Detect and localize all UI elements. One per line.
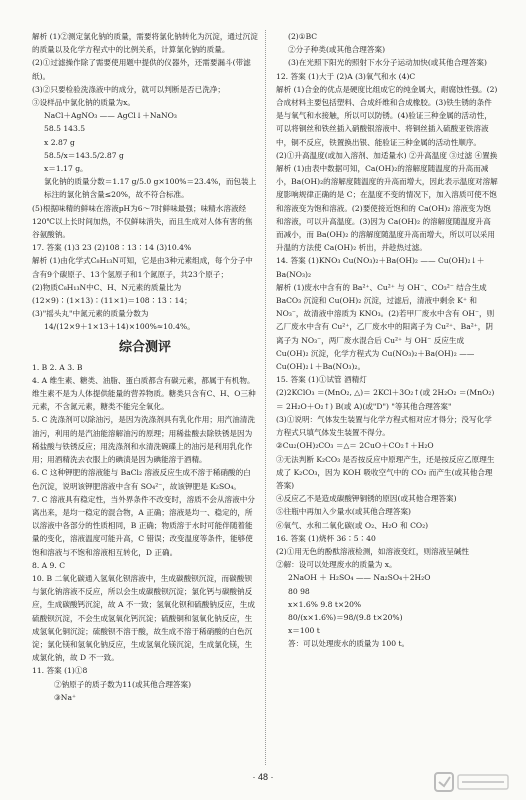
q11-part-2: ②钠原子的质子数为11(或其他合理答案) [54,679,192,689]
q16-part-2-2: ②解：设可以处理废水的质量为 x。 [276,560,397,570]
left-column [32,30,258,704]
q16b-ratio-2: x 2.87 g [44,137,75,147]
q16b-proportion: 58.5/x＝143.5/2.87 g [44,150,124,160]
q12-answer: 12. 答案 (1)大于 (2)A (3)氧气和水 (4)C [276,71,416,81]
q13-analysis: 解析 (1)由表中数据可知，Ca(OH)₂的溶解度随温度的升高而减小，Ba(OH)₂的溶解度随温度的升高而增大，因此表示温度对溶解度影响规律正确的是 C；在温度不变的情况下，加入溶质可使不饱和溶液变为饱和溶液。(2)要使接近饱和的 Ca(OH)₂ 溶液变为饱和溶液，可以升高温度。(3)因为 Ca(OH)₂ 的溶解度随温度升高而减小，而 Ba(OH)₂ 的溶解度随温度升高而增大，所以可以采用升温的方法使 Ca(OH)₂ 析出，并趁热过滤。 [276,164,498,253]
right-column [276,30,498,651]
q16b-line-2: (2)①过滤操作除了需要使用题中提供的仪器外，还需要漏斗(带滤纸)。 [32,58,251,81]
q11b-line-3: (3)在光照下阳光的照射下水分子运动加快(或其他合理答案) [288,58,487,68]
q15-part-3-1: (3)①说明：气体发生装置与化学方程式相对应才得分；没写化学方程式只填气体发生装置不得分。 [276,414,492,438]
mc-q7: 7. C 溶液具有稳定性，当外界条件不改变时，溶质不会从溶液中分离出来，是均一稳定的混合物，A 正确；溶液是均一、稳定的，所以溶液中各部分的性质相同，B 正确；物质溶于水时可能伴随着能量的变化，溶液温度可能升高，C 错误；改变温度等条件，能够使饱和溶液与不饱和溶液相互转化，D 正确。 [32,494,255,557]
watermark-logo-icon [434,770,512,794]
q16-part-2-1: (2)①用无色的酚酞溶液检测，如溶液变红，则溶液呈碱性 [276,546,470,556]
q15-part-3-6: ⑥氧气、水和二氧化碳(或 O₂、H₂O 和 CO₂) [276,520,429,530]
q17-answer: 17. 答案 (1)3 23 (2)108∶13∶14 (3)10.4% [32,243,192,253]
q15-part-3-5: ⑤往瓶中再加入少量水(或其他合理答案) [276,507,412,517]
q15-part-3-3: ③无法判断 K₂CO₃ 是否按反应中原理产生，还是按反应乙原理生成了 K₂CO₃，因为 KOH 吸收空气中的 CO₂ 而产生(或其他合理答案) [276,454,495,490]
mc-q5: 5. C 洗涤剂可以除油污，是因为洗涤剂具有乳化作用；用汽油清洗油污，利用的是汽油能溶解油污的原理；用稀盐酸去除铁锈是因为稀盐酸与铁锈反应；用洗涤剂和水清洗碗碟上的油污是利用乳化作用；用酒精洗去衣服上的碘渍是因为碘能溶于酒精。 [32,415,255,465]
q16b-equation: NaCl＋AgNO₃ —— AgCl↓＋NaNO₃ [44,111,177,121]
q16-conclusion: 答：可以处理废水的质量为 100 t。 [288,639,410,649]
q15-answer: 15. 答案 (1)①试管 酒精灯 [276,375,367,385]
mc-q10: 10. B 二氧化碳通入氢氧化钡溶液中，生成碳酸钡沉淀，而碳酸钡与氯化钠溶液不反应，所以会生成碳酸钡沉淀；氯化钙与碳酸钠反应，生成碳酸钙沉淀，故 A 不一致；氢氧化钡和硫酸钠反应，生成硫酸钡沉淀，不会生成氢氧化钙沉淀；硫酸铜和氢氧化钠反应，生成氢氧化铜沉淀；硫酸钡不溶于酸，故生成不溶于稀硝酸的白色沉淀；氯化镁和氢氧化钠反应，生成氢氧化镁沉淀，生成氯化镁，生成氯化钠，故 D 不一致。 [32,573,255,663]
q16b-percent: 氯化钠的质量分数＝1.17 g/5.0 g×100%＝23.4%，而包装上标注的氯化钠含量≤20%，故不符合标准。 [44,177,257,200]
q15-part-3-4: ④反应乙不是造成碳酸钾铜锈的原因(或其他合理答案) [276,494,457,504]
q14-analysis: 解析 (1)废水中含有的 Ba²⁺、Cu²⁺ 与 OH⁻、CO₃²⁻ 结合生成 BaCO₃ 沉淀和 Cu(OH)₂ 沉淀，过滤后，清液中剩余 K⁺ 和 NO₃⁻，故清液中溶质为 KNO₃。(2)若甲厂废水中含有 OH⁻，则乙厂废水中含有 Cu²⁺，乙厂废水中的阳离子为 Cu²⁺、Ba²⁺，阴离子为 NO₃⁻，两厂废水混合后 Cu²⁺ 与 OH⁻ 反应生成 Cu(OH)₂ 沉淀，化学方程式为 Cu(NO₃)₂＋Ba(OH)₂ —— Cu(OH)₂↓＋Ba(NO₃)₂。 [276,282,495,372]
q17-part-2: (2)物质C₈H₁₃N中C、H、N元素的质量比为(12×9)∶(1×13)∶(11×1)＝108∶13∶14； [32,282,192,306]
q17-formula: 14/(12×9＋1×13＋14)×100%≈10.4%。 [44,322,195,332]
q16-result: x＝100 t [288,626,320,636]
q16b-line-3: (3)②只要检验洗涤液中的成分，就可以判断是否已洗净； [32,84,226,94]
q11-answer: 11. 答案 (1)①8 [32,666,88,676]
q16-equation: 2NaOH ＋ H₂SO₄ —— Na₂SO₄＋2H₂O [288,573,431,583]
q13-line-1: (2)①升高温度(或加入溶剂、加适量水) ②升高温度 ③过滤 ④置换 [276,150,498,160]
q14-answer: 14. 答案 (1)KNO₃ Cu(NO₃)₂＋Ba(OH)₂ —— Cu(OH)₂↓＋Ba(NO₃)₂ [276,256,485,279]
column-divider [265,30,266,765]
q11b-line-2: ②分子种类(或其他合理答案) [288,45,386,55]
q17-analysis: 解析 (1)由化学式C₈H₁₃N可知，它是由3种元素组成，每个分子中含有9个碳原子、13个氢原子和1个氮原子，共23个原子； [32,256,253,279]
q15-part-2: (2)2KClO₃ ＝(MnO₂, △)＝ 2KCl＋3O₂↑(或 2H₂O₂ ＝(MnO₂)＝ 2H₂O＋O₂↑) B(或 A)(或"D") "等其他合理答案" [276,388,495,411]
page-number: · 48 · [252,772,274,782]
mc-q4: 4. A 维生素、糖类、油脂、蛋白质都含有碳元素，都属于有机物。维生素不是为人体提供能量的营养物质。糖类只含有C、H、O三种元素，不含氮元素，糖类不能完全氧化。 [32,375,256,412]
q16b-line-1: 解析 (1)②测定氯化钠的质量，需要将氯化钠转化为沉淀，通过沉淀的质量以及化学方程式中的比例关系，计算氯化钠的质量。 [32,32,258,55]
mc-answers: 1. B 2. A 3. B [32,362,83,372]
q17-part-3: (3)"摇头丸"中氮元素的质量分数为 [32,309,149,319]
q12-analysis: 解析 (1)合金的优点是硬度比组成它的纯金属大，耐腐蚀性强。(2)合成材料主要包括塑料、合成纤维和合成橡胶。(3)铁生锈的条件是与氧气和水接触，所以可以防锈。(4)验证三种金属的活动性，可以将铜丝和铁丝插入硝酸银溶液中、将铜丝插入硫酸亚铁溶液中，铜不反应，铁置换出银、能验证三种金属的活动性顺序。 [276,84,498,147]
q16-answer: 16. 答案 (1)烧杯 36∶5∶40 [276,533,376,543]
section-title: 综合测评 [118,339,171,355]
q15-part-3-2: ②Cu₂(OH)₂CO₃ ＝△＝ 2CuO＋CO₂↑＋H₂O [276,441,434,451]
q16b-line-4: ③设样品中氯化钠的质量为x。 [32,98,135,108]
q16-proportion: 80/(x×1.6%)＝98/(9.8 t×20%) [288,612,403,622]
q16b-ratio-1: 58.5 143.5 [44,124,86,134]
watermark-logo [434,770,512,794]
q11b-line-1: (2)①BC [288,32,318,41]
q16-mass-2: x×1.6% 9.8 t×20% [288,599,362,609]
q11-part-3: ③Na⁺ [54,692,76,702]
mc-q8-9: 8. A 9. C [32,560,66,570]
q16-mass-1: 80 98 [288,586,310,596]
mc-q6: 6. C 这种钾肥的溶液能与 BaCl₂ 溶液反应生成不溶于稀硝酸的白色沉淀，说明该钾肥溶液中含有 SO₄²⁻，故该钾肥是 K₂SO₄。 [32,468,251,491]
q16b-result: x＝1.17 g。 [44,164,88,174]
q16b-line-5: (5)根据味精的鲜味在溶液pH为6～7时鲜味最强；味精水溶液经120℃以上长时间加热，不仅鲜味消失，而且生成对人体有害的焦谷氨酸钠。 [32,203,253,240]
